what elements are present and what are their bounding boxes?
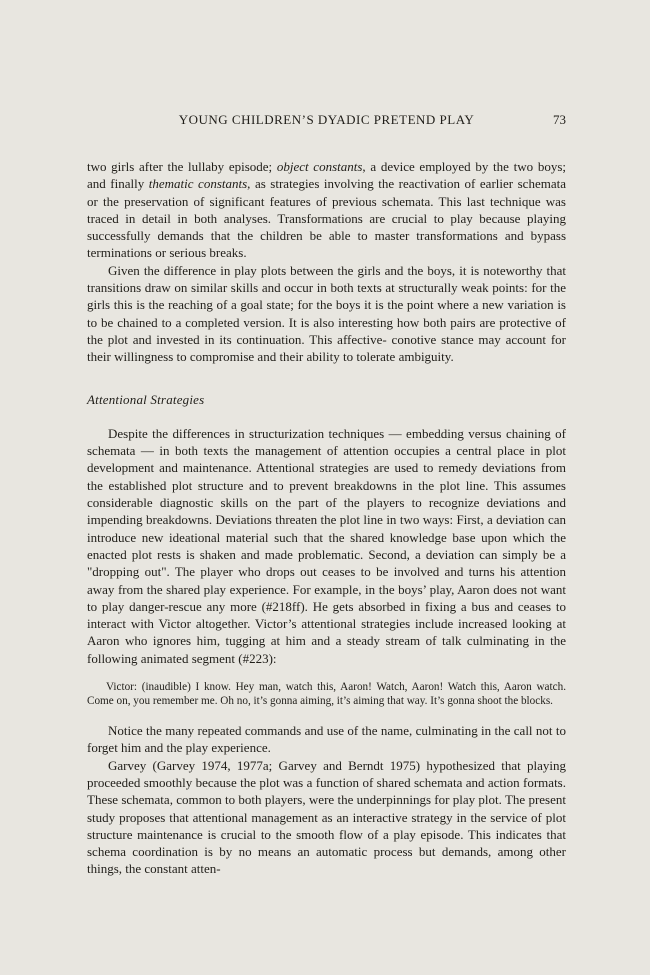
transcript-quote: Victor: (inaudible) I know. Hey man, watch this, Aaron! Watch, Aaron! Watch this, Aaron watch. Come on, you remember me. Oh no, it’s gonna aiming, it’s aiming that way. It’s gonna shoot the blocks. [87, 681, 566, 708]
paragraph-garvey: Garvey (Garvey 1974, 1977a; Garvey and Berndt 1975) hypothesized that playing proceeded smoothly because the plot was a function of shared schemata and action formats. These schemata, common to both players, were the underpinnings for play plot. The present study proposes that attentional management as an interactive strategy in the service of plot structure maintenance is crucial to the smooth flow of a play episode. This indicates that schema coordination is by no means an automatic process but demands, among other things, the constant atten- [87, 757, 566, 877]
text-run: , a device employed by the two boys; and finally [87, 159, 566, 192]
running-head-title: YOUNG CHILDREN’S DYADIC PRETEND PLAY [178, 112, 475, 127]
paragraph-constants [87, 158, 566, 262]
paragraph-notice: Notice the many repeated commands and use of the name, culminating in the call not to forget him and the play experience. [87, 723, 566, 756]
text-run: two girls after the lullaby episode; [87, 159, 277, 174]
paragraph-attention: Despite the differences in structurization techniques — embedding versus chaining of schemata — in both texts the management of attention occupies a central place in plot development and maintenance. Attentional strategies are used to remedy deviations from the established plot structure and to prevent breakdowns in the plot line. This assumes considerable diagnostic skills on the part of the players to recognize deviations and impending breakdowns. Deviations threaten the plot line in two ways: First, a deviation can introduce new ideational material such that the shared knowledge base upon which the enacted plot rests is shaken and made problematic. Second, a deviation can simply be a "dropping out". The player who drops out ceases to be involved and turns his attention away from the shared play experience. For example, in the boys’ play, Aaron does not want to play danger-rescue any more (#218ff). He gets absorbed in fixing a bus and ceases to interact with Victor altogether. Victor’s attentional strategies include increased looking at Aaron who ignores him, tugging at him and a steady stream of talk culminating in the following animated segment (#223): [87, 425, 566, 666]
section-heading-attentional-strategies: Attentional Strategies [87, 391, 205, 407]
text-run: , as strategies involving the reactivation of earlier schemata or the preservation of significant features of previous schemata. This last technique was traced in detail in both analyses. Transformations are crucial to play because playing successfully demands that the children be able to master transformations and bypass terminations or serious breaks. [87, 176, 566, 261]
paragraph-transitions: Given the difference in play plots between the girls and the boys, it is noteworthy that transitions draw on similar skills and occur in both texts at structurally weak points: for the girls this is the reaching of a goal state; for the boys it is the point where a new variation is to be chained to a completed version. It is also interesting how both pairs are protective of the plot and invested in its continuation. This affective- conotive stance may account for their willingness to compromise and their ability to tolerate ambiguity. [87, 262, 566, 365]
page-number: 73 [553, 112, 566, 127]
italic-term-thematic-constants: thematic constants [148, 176, 248, 192]
page-body [87, 158, 566, 878]
italic-term-object-constants: object constants [276, 159, 363, 174]
running-head [87, 112, 566, 128]
